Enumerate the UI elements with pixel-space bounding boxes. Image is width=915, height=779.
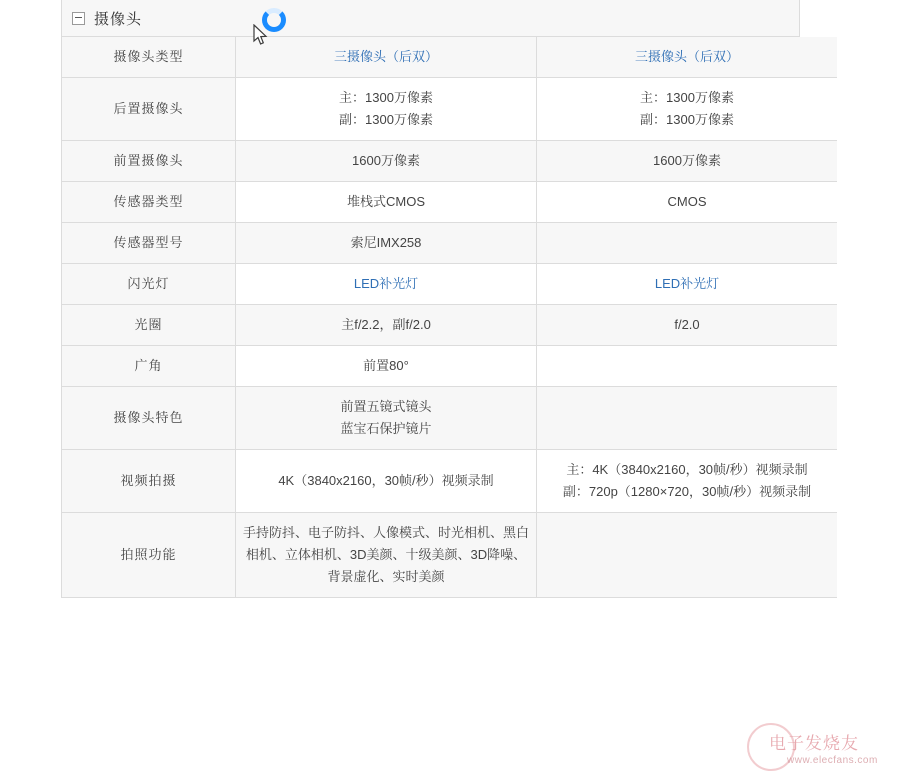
row-value-2 <box>537 450 838 513</box>
table-row <box>62 78 837 141</box>
table-row <box>62 264 837 305</box>
value-line: 主：4K（3840x2160，30帧/秒）视频录制 <box>566 462 808 477</box>
spec-table-body <box>62 37 837 598</box>
row-label: 传感器型号 <box>62 223 236 264</box>
value-line: 4K（3840x2160，30帧/秒）视频录制 <box>278 473 494 488</box>
table-row <box>62 182 837 223</box>
table-row <box>62 450 837 513</box>
value-line: 主f/2.2，副f/2.0 <box>341 317 431 332</box>
value-line: 1600万像素 <box>653 153 721 168</box>
row-value-1 <box>236 387 537 450</box>
row-label: 光圈 <box>62 305 236 346</box>
value-line: 前置80° <box>363 358 409 373</box>
watermark-circle-icon <box>747 723 795 771</box>
watermark-text: 电子发烧友 <box>769 734 859 753</box>
row-label: 传感器类型 <box>62 182 236 223</box>
value-line: f/2.0 <box>674 317 700 332</box>
value-line: 三摄像头（后双） <box>634 49 739 64</box>
value-line: 三摄像头（后双） <box>333 49 438 64</box>
row-label: 前置摄像头 <box>62 141 236 182</box>
row-label: 后置摄像头 <box>62 78 236 141</box>
value-line: 副：720p（1280×720，30帧/秒）视频录制 <box>562 484 812 499</box>
row-value-1 <box>236 264 537 305</box>
row-value-1 <box>236 78 537 141</box>
row-label: 视频拍摄 <box>62 450 236 513</box>
row-label: 闪光灯 <box>62 264 236 305</box>
value-line: 索尼IMX258 <box>350 235 422 250</box>
row-value-1 <box>236 513 537 598</box>
row-value-1 <box>236 450 537 513</box>
table-row <box>62 513 837 598</box>
row-label: 摄像头特色 <box>62 387 236 450</box>
row-value-2 <box>537 264 838 305</box>
spec-table-container <box>61 0 812 598</box>
row-value-1 <box>236 182 537 223</box>
row-value-2 <box>537 513 838 598</box>
value-line: 手持防抖、电子防抖、人像模式、时光相机、黑白相机、立体相机、3D美颜、十级美颜、3D降噪、背景虚化、实时美颜 <box>242 525 529 584</box>
table-row <box>62 37 837 78</box>
table-row <box>62 141 837 182</box>
spec-table <box>62 37 837 598</box>
value-line: 副：1300万像素 <box>339 112 433 127</box>
table-row <box>62 387 837 450</box>
row-label: 拍照功能 <box>62 513 236 598</box>
row-value-2 <box>537 387 838 450</box>
row-value-2 <box>537 78 838 141</box>
minus-box-icon[interactable] <box>72 12 85 25</box>
row-value-2 <box>537 223 838 264</box>
watermark <box>747 721 907 773</box>
row-label: 广角 <box>62 346 236 387</box>
row-value-2 <box>537 37 838 78</box>
value-line: 副：1300万像素 <box>640 112 734 127</box>
table-row <box>62 346 837 387</box>
watermark-subtext: www.elecfans.com <box>787 755 878 766</box>
value-line: LED补光灯 <box>654 276 720 291</box>
value-line: 蓝宝石保护镜片 <box>340 421 432 436</box>
value-line: 前置五镜式镜头 <box>340 399 432 414</box>
section-header[interactable] <box>62 0 799 37</box>
value-line: LED补光灯 <box>353 276 419 291</box>
row-value-1 <box>236 141 537 182</box>
row-value-1 <box>236 305 537 346</box>
value-line: 主：1300万像素 <box>339 90 433 105</box>
busy-spinner-icon <box>262 8 286 32</box>
row-value-2 <box>537 141 838 182</box>
value-line: CMOS <box>667 194 707 209</box>
row-value-1 <box>236 346 537 387</box>
row-value-2 <box>537 305 838 346</box>
row-value-1 <box>236 37 537 78</box>
row-value-1 <box>236 223 537 264</box>
row-value-2 <box>537 346 838 387</box>
table-row <box>62 305 837 346</box>
row-label: 摄像头类型 <box>62 37 236 78</box>
section-title: 摄像头 <box>94 10 143 28</box>
value-line: 主：1300万像素 <box>640 90 734 105</box>
value-line: 1600万像素 <box>352 153 420 168</box>
value-line: 堆栈式CMOS <box>346 194 425 209</box>
table-row <box>62 223 837 264</box>
row-value-2 <box>537 182 838 223</box>
